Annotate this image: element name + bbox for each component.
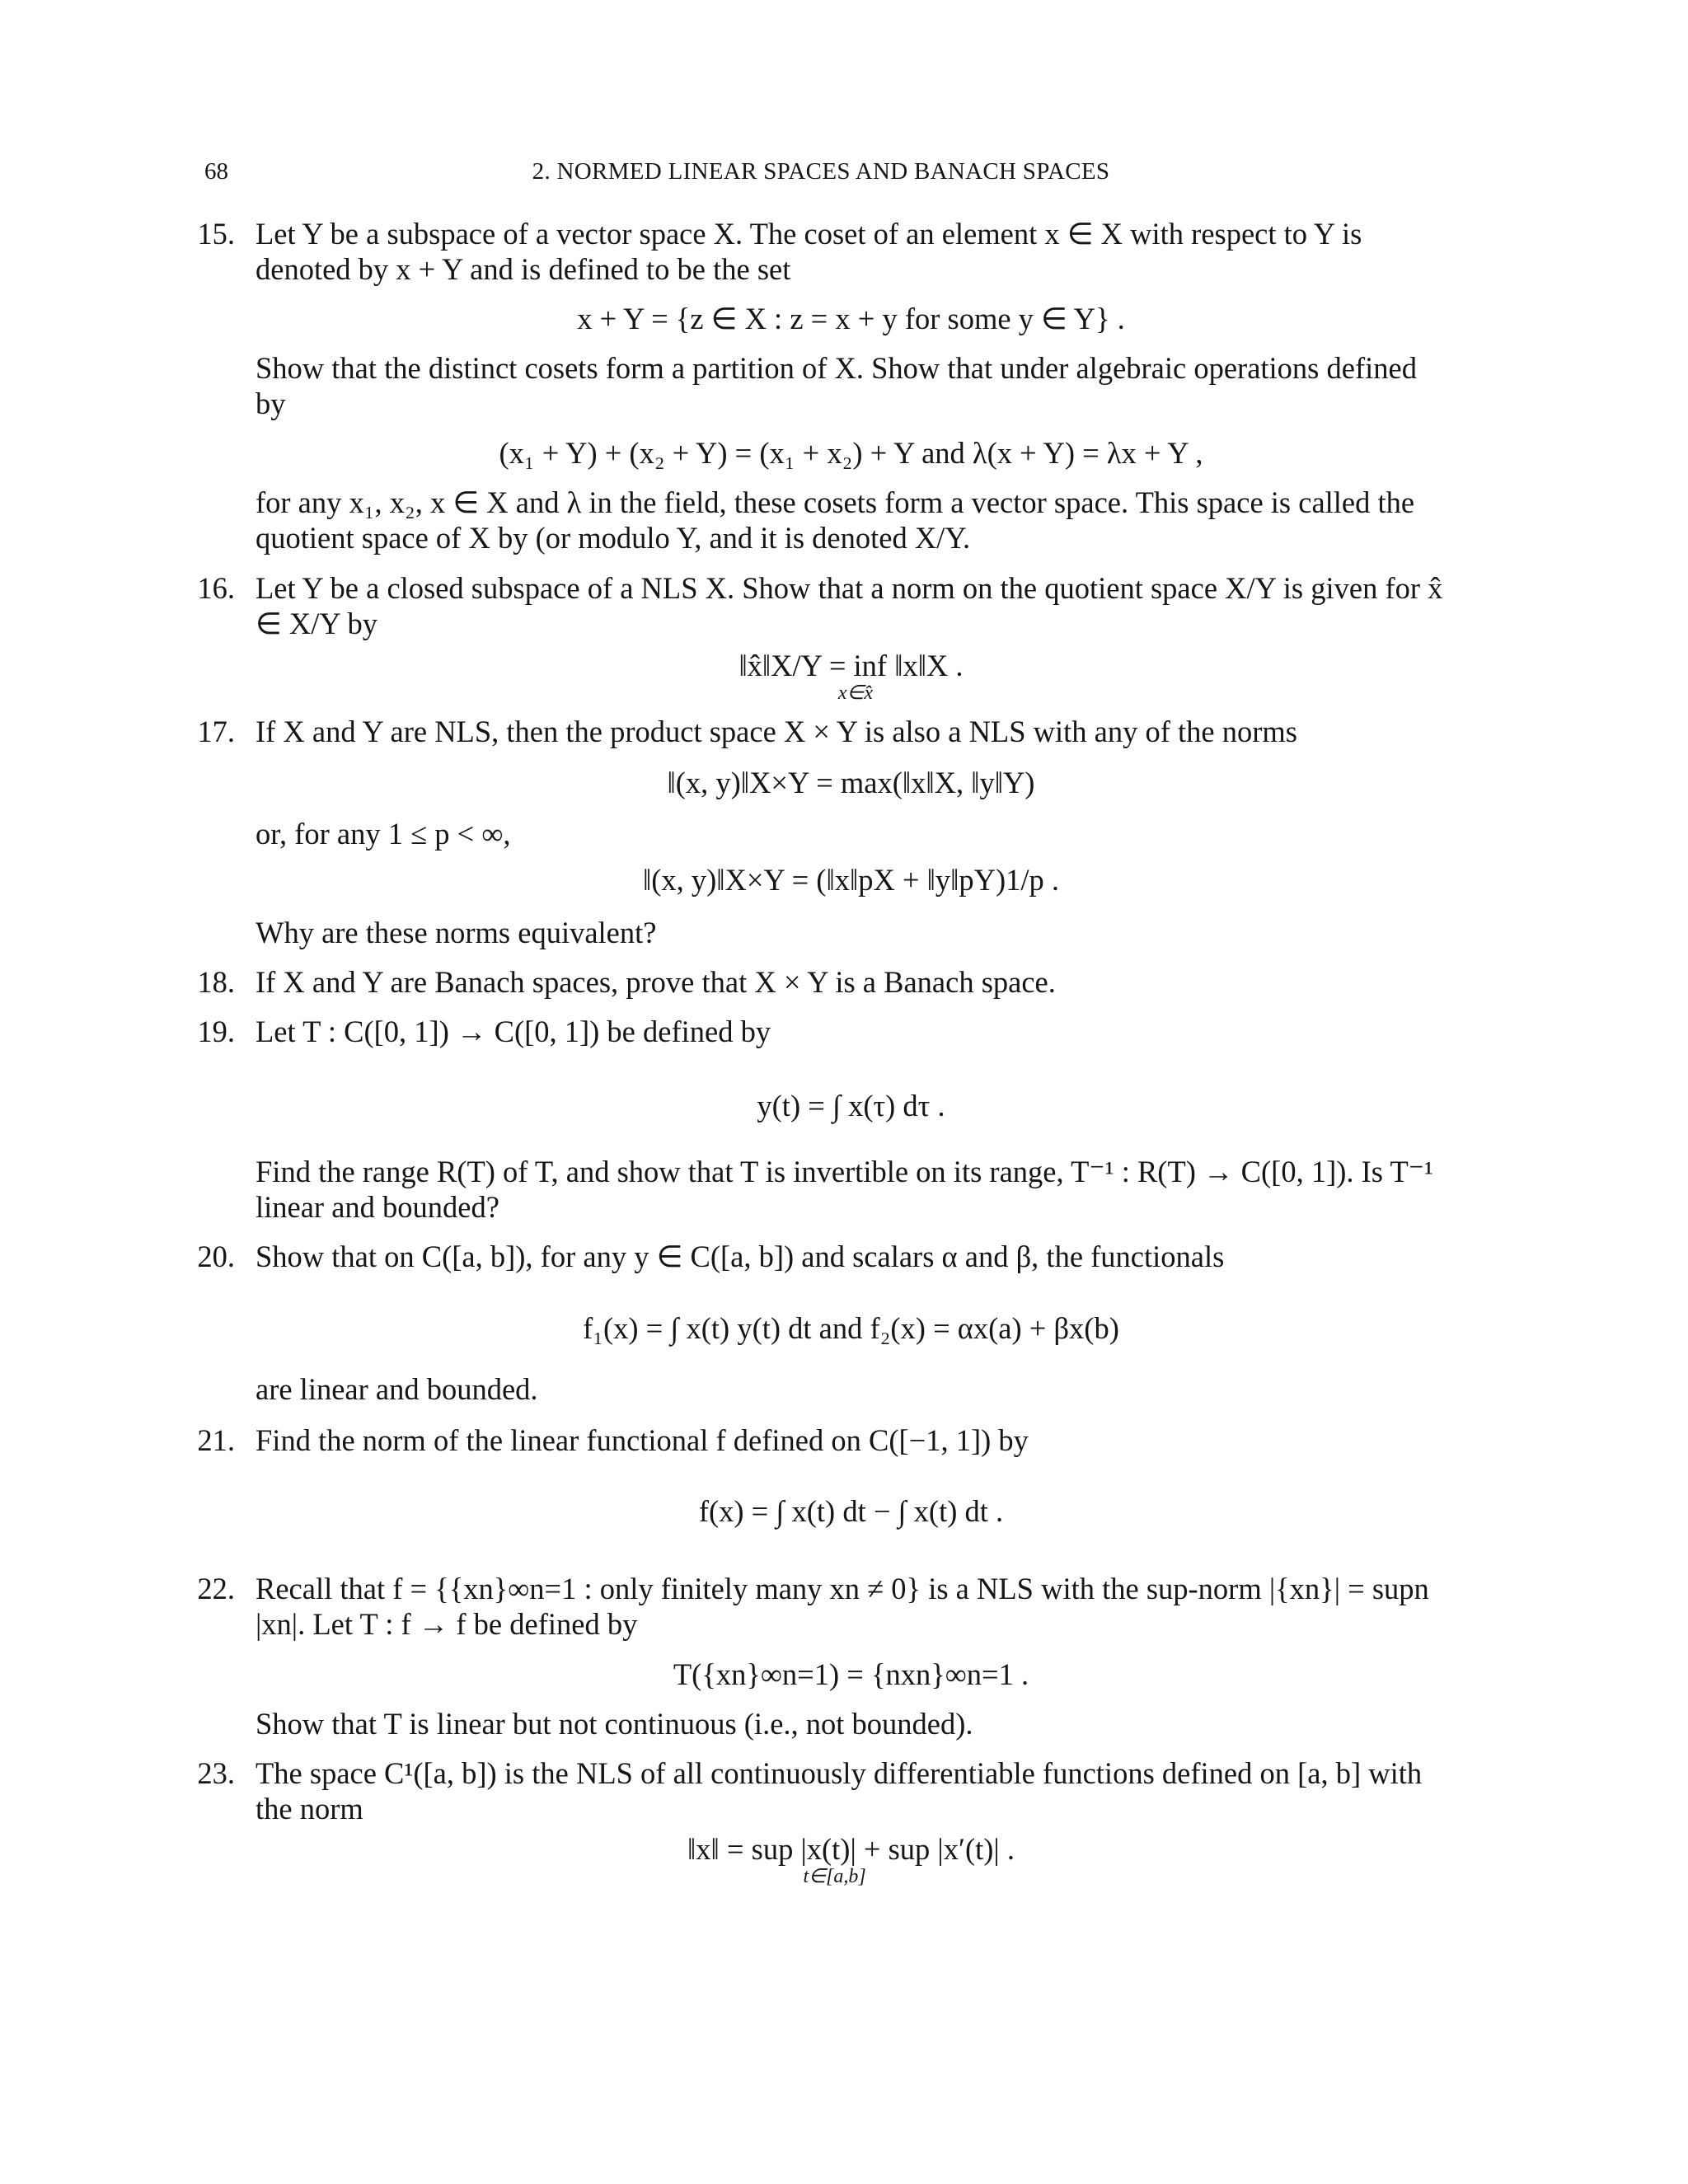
display-equation: ‖(x, y)‖X×Y = (‖x‖pX + ‖y‖pY)1/p . [642,863,1060,897]
page-header [204,158,1437,191]
display-equation: y(t) = ∫ x(τ) dτ . [757,1089,945,1122]
paragraph: Why are these norms equivalent? [256,916,657,949]
display-equation: (x₁ + Y) + (x₂ + Y) = (x₁ + x₂) + Y and λ(x + Y) = λx + Y , [499,436,1203,470]
subscript-limit: x∈x̂ [837,682,874,704]
paragraph: If X and Y are NLS, then the product space X × Y is also a NLS with any of the norms [256,715,1297,748]
display-equation: x + Y = {z ∈ X : z = x + y for some y ∈ Y} . [577,302,1125,335]
paragraph: Recall that f = {{xn}∞n=1 : only finitely many xn ≠ 0} is a NLS with the sup-norm |{xn}| = supn |xn|. Let T : f → f be defined by [256,1572,1429,1641]
paragraph: Show that the distinct cosets form a partition of X. Show that under algebraic operations defined by [256,351,1417,420]
paragraph: The space C¹([a, b]) is the NLS of all continuously differentiable functions defined on [a, b] with the norm [256,1756,1423,1825]
display-equation: f₁(x) = ∫ x(t) y(t) dt and f₂(x) = αx(a) + βx(b) [583,1311,1119,1345]
problem-number: 15. [197,217,235,251]
display-equation: f(x) = ∫ x(t) dt − ∫ x(t) dt . [698,1494,1004,1528]
paragraph: or, for any 1 ≤ p < ∞, [256,817,511,851]
paragraph: Let T : C([0, 1]) → C([0, 1]) be defined by [256,1015,771,1048]
problem-number: 16. [197,571,235,605]
problem-number: 17. [197,715,235,748]
paragraph: Show that T is linear but not continuous (i.e., not bounded). [256,1707,973,1741]
paragraph: Show that on C([a, b]), for any y ∈ C([a, b]) and scalars α and β, the functionals [256,1240,1225,1273]
display-equation: ‖x‖ = sup |x(t)| + sup |x′(t)| . t∈[a,b] [687,1832,1015,1887]
problem-number: 18. [197,965,235,999]
paragraph: If X and Y are Banach spaces, prove that X × Y is a Banach space. [256,965,1056,999]
paragraph: Find the range R(T) of T, and show that T is invertible on its range, T⁻¹ : R(T) → C([0, 1]). Is T⁻¹ linear and bounded? [256,1155,1433,1224]
paragraph: Find the norm of the linear functional f defined on C([−1, 1]) by [256,1423,1029,1457]
problem-number: 21. [197,1423,235,1457]
problem-number: 23. [197,1756,235,1790]
display-equation: ‖(x, y)‖X×Y = max(‖x‖X, ‖y‖Y) [667,766,1035,799]
problem-number: 22. [197,1572,235,1605]
display-equation: T({xn}∞n=1) = {nxn}∞n=1 . [673,1657,1029,1691]
display-equation: ‖x̂‖X/Y = inf ‖x‖X . x∈x̂ [738,649,964,704]
problem-number: 20. [197,1240,235,1273]
page-number: 68 [204,158,228,185]
problem-text [256,216,1447,287]
problem-number: 19. [197,1015,235,1048]
paragraph: Let Y be a closed subspace of a NLS X. Show that a norm on the quotient space X/Y is given for x̂ ∈ X/Y by [256,571,1443,640]
subscript-limit: t∈[a,b] [803,1866,866,1887]
paragraph: are linear and bounded. [256,1372,538,1406]
paragraph: Let Y be a subspace of a vector space X. The coset of an element x ∈ X with respect to Y is denoted by x + Y and is defined to be the set [256,217,1362,286]
paragraph: for any x₁, x₂, x ∈ X and λ in the field, these cosets form a vector space. This space is called the quotient space of X by (or modulo Y, and it is denoted X/Y. [256,485,1415,555]
running-head: 2. NORMED LINEAR SPACES AND BANACH SPACES [532,158,1110,185]
